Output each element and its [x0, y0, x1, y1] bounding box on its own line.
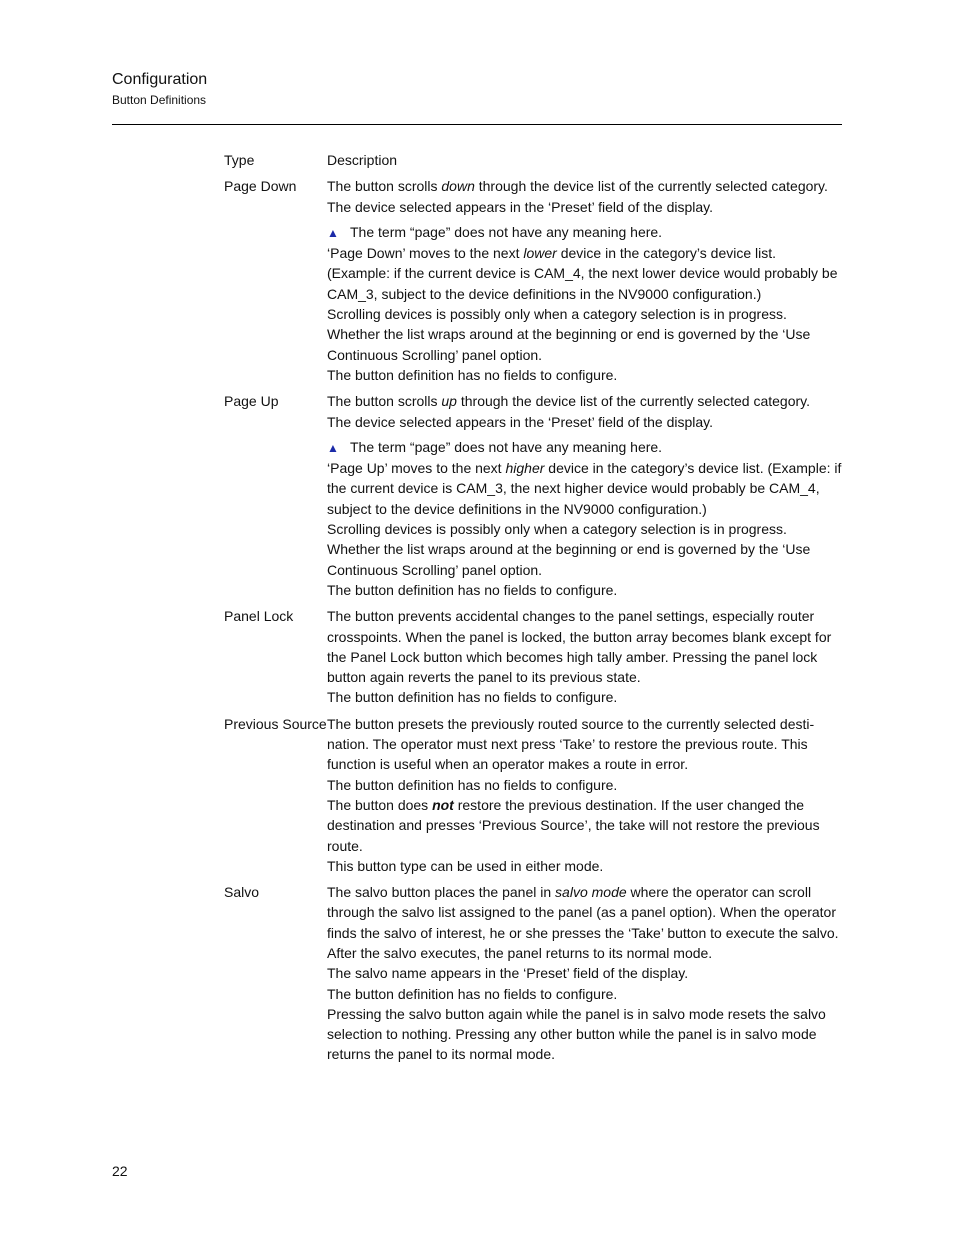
- button-type-label: Page Up: [224, 393, 279, 410]
- description-paragraph: The salvo name appears in the ‘Preset’ field of the display.: [327, 965, 689, 982]
- emphasis-text: higher: [505, 460, 545, 477]
- button-type-label: Previous Source: [224, 715, 327, 732]
- description-paragraph: The button definition has no fields to configure.: [327, 985, 618, 1002]
- note-paragraph: ▲ The term “page” does not have any meaning here.: [327, 437, 842, 458]
- description-paragraph: The button does not restore the previous destination. If the user changed the destination and presses ‘Previous Source’, the take will not restore the previous route.: [327, 796, 820, 854]
- emphasis-text: down: [441, 178, 475, 195]
- emphasis-text: salvo mode: [555, 884, 627, 901]
- description-paragraph: The button definition has no fields to configure.: [327, 581, 618, 598]
- strong-emphasis-text: not: [432, 796, 454, 813]
- description-paragraph: ‘Page Down’ moves to the next lower device in the category’s device list. (Example: if the current device is CAM_4, the next lower device would probably be CAM_3, subject to the device definitions in the NV9000 configuration.): [327, 245, 838, 302]
- button-type-label: Salvo: [224, 884, 260, 901]
- header-title: Configuration: [112, 71, 208, 88]
- button-type-description: [327, 714, 842, 876]
- description-paragraph: ‘Page Up’ moves to the next higher device in the category’s device list. (Example: if the current device is CAM_3, the next higher device would probably be CAM_4, subject to the device definitions in the NV9000 configuration.): [327, 460, 842, 517]
- description-paragraph: Whether the list wraps around at the beginning or end is governed by the ‘Use Continuous Scrolling’ panel option.: [327, 326, 811, 363]
- description-paragraph: Whether the list wraps around at the beginning or end is governed by the ‘Use Continuous Scrolling’ panel option.: [327, 541, 811, 578]
- button-type-description: [327, 606, 842, 707]
- emphasis-text: lower: [523, 245, 557, 262]
- description-paragraph: The device selected appears in the ‘Preset’ field of the display.: [327, 413, 713, 430]
- description-paragraph: This button type can be used in either mode.: [327, 857, 604, 874]
- table-row: [224, 606, 842, 707]
- description-paragraph: The button definition has no fields to configure.: [327, 366, 618, 383]
- button-type-label: Page Down: [224, 178, 297, 195]
- description-paragraph: The button presets the previously routed source to the currently selected destination. The operator must next press ‘Take’ to restore the previous route. This function is useful when an operator makes a route in error.: [327, 715, 815, 773]
- button-type-description: [327, 391, 842, 600]
- description-paragraph: The button definition has no fields to configure.: [327, 776, 618, 793]
- note-paragraph: ▲ The term “page” does not have any meaning here.: [327, 222, 842, 243]
- description-paragraph: The device selected appears in the ‘Preset’ field of the display.: [327, 198, 713, 215]
- description-paragraph: The button scrolls down through the device list of the currently selected category.: [327, 178, 828, 195]
- col-header-type: Type: [224, 152, 255, 168]
- header-rule: [112, 124, 842, 125]
- note-triangle-icon: ▲: [327, 225, 339, 240]
- header-subtitle: Button Definitions: [112, 93, 207, 107]
- note-triangle-icon: ▲: [327, 440, 339, 455]
- emphasis-text: up: [441, 393, 457, 410]
- description-paragraph: The button scrolls up through the device list of the currently selected category.: [327, 393, 811, 410]
- button-type-description: [327, 176, 842, 385]
- definitions-table: [224, 150, 842, 1071]
- description-paragraph: The button prevents accidental changes to the panel settings, especially router crosspoints. When the panel is locked, the button array becomes blank except for the Panel Lock button which becomes high tally amber. Pressing the panel lock button again reverts the panel to its previous state.: [327, 608, 832, 686]
- table-header-row: [224, 150, 842, 170]
- table-body: [224, 176, 842, 1064]
- page-number: 22: [112, 1163, 128, 1179]
- button-type-label: Panel Lock: [224, 608, 294, 625]
- description-paragraph: Pressing the salvo button again while the panel is in salvo mode resets the salvo selection to nothing. Pressing any other button while the panel is in salvo mode returns the panel to its normal mode.: [327, 1005, 826, 1063]
- table-row: [224, 882, 842, 1065]
- button-type-description: [327, 882, 842, 1065]
- description-paragraph: Scrolling devices is possibly only when a category selection is in progress.: [327, 521, 787, 538]
- table-row: [224, 714, 842, 876]
- col-header-description: Description: [327, 152, 398, 168]
- table-row: [224, 391, 842, 600]
- description-paragraph: The salvo button places the panel in salvo mode where the operator can scroll through the salvo list assigned to the panel (as a panel option). When the operator finds the salvo of interest, he or she presses the ‘Take’ button to execute the salvo. After the salvo executes, the panel returns to its normal mode.: [327, 884, 839, 961]
- description-paragraph: Scrolling devices is possibly only when a category selection is in progress.: [327, 306, 787, 323]
- table-row: [224, 176, 842, 385]
- description-paragraph: The button definition has no fields to configure.: [327, 689, 618, 706]
